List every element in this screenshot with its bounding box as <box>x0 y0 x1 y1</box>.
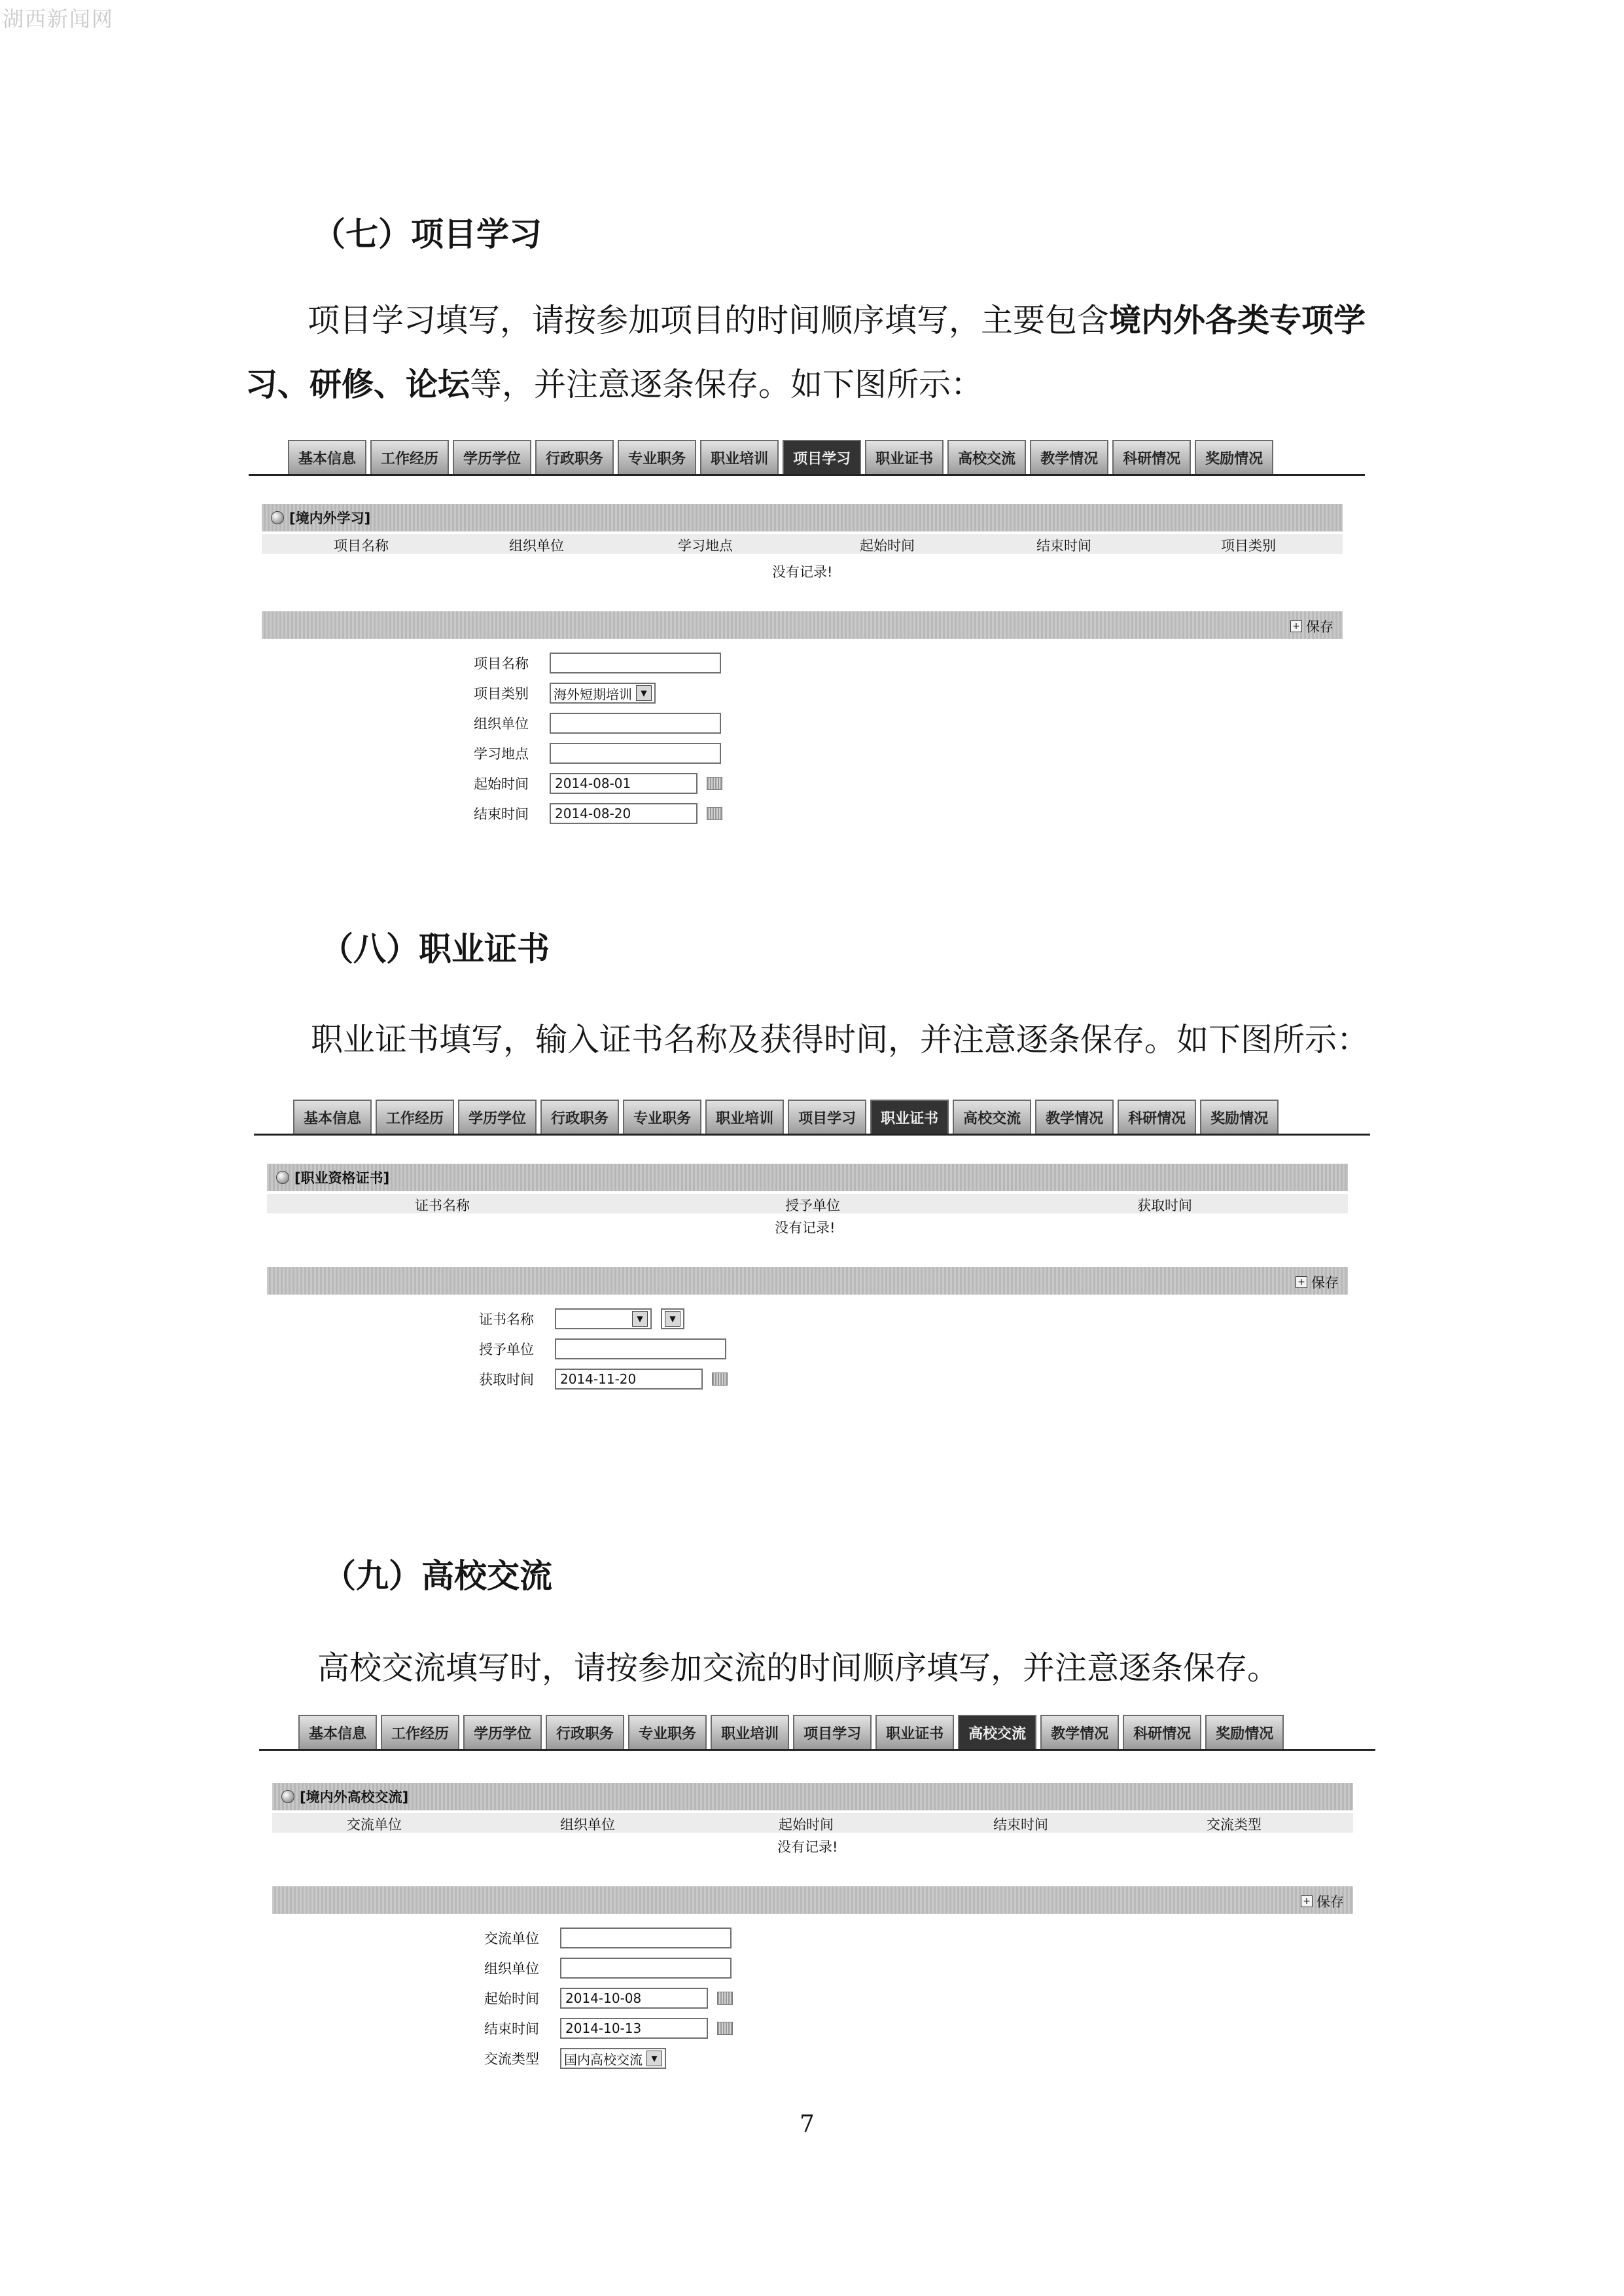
save-label: 保存 <box>1306 619 1333 635</box>
collapse-icon[interactable] <box>271 511 284 524</box>
location-input[interactable] <box>550 743 721 764</box>
tab-7[interactable]: 项目学习 <box>783 440 861 474</box>
form-row-location <box>474 741 721 766</box>
tab-6[interactable]: 职业培训 <box>705 1100 784 1134</box>
no-record-text: 没有记录! <box>775 1220 836 1236</box>
dropdown-arrow-icon[interactable]: ▼ <box>665 1311 680 1327</box>
certificate-screenshot <box>254 1100 1370 1407</box>
tab-1[interactable]: 基本信息 <box>298 1715 377 1749</box>
field-label: 项目类别 <box>474 686 529 702</box>
tab-bar <box>288 440 1273 474</box>
save-icon: + <box>1296 1276 1307 1288</box>
form-row-start-date <box>474 771 722 796</box>
section-9-paragraph: 高校交流填写时，请按参加交流的时间顺序填写，并注意逐条保存。 <box>317 1649 1280 1687</box>
tab-1[interactable]: 基本信息 <box>288 440 366 474</box>
collapse-icon[interactable] <box>276 1171 289 1184</box>
section-title-bar <box>272 1783 1353 1810</box>
save-icon: + <box>1290 620 1302 632</box>
tab-6[interactable]: 职业培训 <box>711 1715 789 1749</box>
section-7-emphasis: 境内外各类专项学 <box>1109 301 1366 339</box>
field-label: 起始时间 <box>484 1991 539 2007</box>
certificate-name-select[interactable] <box>661 1308 684 1329</box>
organizer-input[interactable] <box>550 713 721 734</box>
save-label: 保存 <box>1311 1275 1339 1291</box>
column-header: 交流单位 <box>347 1817 402 1833</box>
column-header: 组织单位 <box>509 538 564 554</box>
tab-2[interactable]: 工作经历 <box>381 1715 459 1749</box>
field-label: 项目名称 <box>474 656 529 672</box>
form-row-exchange-type <box>484 2046 666 2071</box>
tab-4[interactable]: 行政职务 <box>546 1715 624 1749</box>
column-header: 学习地点 <box>678 538 733 554</box>
section-title: [境内外学习] <box>289 511 371 526</box>
tab-7[interactable]: 项目学习 <box>793 1715 872 1749</box>
tab-10[interactable]: 教学情况 <box>1035 1100 1114 1134</box>
obtained-date-input[interactable]: 2014-11-20 <box>555 1369 703 1390</box>
tab-underline <box>254 1134 1370 1136</box>
tab-3[interactable]: 学历学位 <box>463 1715 542 1749</box>
section-title-bar <box>267 1164 1348 1191</box>
section-title-bar <box>262 504 1343 531</box>
tab-5[interactable]: 专业职务 <box>623 1100 701 1134</box>
section-7-heading: （七）项目学习 <box>313 215 542 253</box>
tab-7[interactable]: 项目学习 <box>788 1100 866 1134</box>
tab-9[interactable]: 高校交流 <box>958 1715 1036 1749</box>
selected-value: 海外短期培训 <box>554 686 632 702</box>
tab-9[interactable]: 高校交流 <box>953 1100 1031 1134</box>
column-header: 结束时间 <box>1036 538 1091 554</box>
tab-bar <box>293 1100 1279 1134</box>
section-7-text-2: 等，并注意逐条保存。如下图所示： <box>470 366 983 403</box>
tab-10[interactable]: 教学情况 <box>1030 440 1108 474</box>
column-header: 结束时间 <box>993 1817 1048 1833</box>
column-header: 起始时间 <box>779 1817 834 1833</box>
tab-bar <box>298 1715 1284 1749</box>
tab-2[interactable]: 工作经历 <box>376 1100 454 1134</box>
watermark: 湖西新闻网 <box>3 7 115 31</box>
column-header: 起始时间 <box>860 538 915 554</box>
field-label: 交流单位 <box>484 1931 539 1946</box>
exchange-unit-input[interactable] <box>560 1928 732 1948</box>
calendar-icon[interactable] <box>707 807 722 820</box>
section-title: [职业资格证书] <box>294 1170 390 1186</box>
end-date-input[interactable]: 2014-10-13 <box>560 2018 708 2039</box>
section-7-paragraph-line-1 <box>308 288 1366 353</box>
form-row-issuer <box>479 1336 726 1361</box>
field-label: 组织单位 <box>484 1961 539 1977</box>
form-row-organizer <box>474 711 721 736</box>
save-icon: + <box>1301 1895 1313 1907</box>
certificate-category-select[interactable] <box>555 1308 652 1329</box>
column-header-row <box>272 1813 1353 1833</box>
tab-11[interactable]: 科研情况 <box>1112 440 1191 474</box>
column-header: 交流类型 <box>1207 1817 1262 1833</box>
organizer-input[interactable] <box>560 1958 732 1979</box>
tab-9[interactable]: 高校交流 <box>947 440 1026 474</box>
university-exchange-screenshot <box>259 1715 1375 2081</box>
dropdown-arrow-icon[interactable]: ▼ <box>636 685 652 701</box>
no-record-text: 没有记录! <box>772 564 833 580</box>
field-label: 结束时间 <box>474 806 529 822</box>
project-name-input[interactable] <box>550 653 721 673</box>
section-8-paragraph: 职业证书填写，输入证书名称及获得时间，并注意逐条保存。如下图所示： <box>311 1021 1369 1058</box>
section-7-paragraph-line-2 <box>245 352 983 417</box>
form-row-certificate-name <box>479 1306 684 1331</box>
column-header: 项目类别 <box>1221 538 1276 554</box>
tab-12[interactable]: 奖励情况 <box>1200 1100 1279 1134</box>
form-row-organizer <box>484 1956 732 1981</box>
tab-11[interactable]: 科研情况 <box>1118 1100 1196 1134</box>
column-header: 授予单位 <box>785 1198 840 1213</box>
column-header: 获取时间 <box>1137 1198 1192 1213</box>
start-date-input[interactable]: 2014-10-08 <box>560 1988 708 2009</box>
form-row-end-date <box>484 2016 733 2041</box>
tab-6[interactable]: 职业培训 <box>700 440 779 474</box>
column-header: 组织单位 <box>560 1817 615 1833</box>
calendar-icon[interactable] <box>717 2022 733 2035</box>
form-row-project-name <box>474 651 721 675</box>
calendar-icon[interactable] <box>712 1372 728 1386</box>
tab-underline <box>259 1749 1375 1751</box>
tab-12[interactable]: 奖励情况 <box>1205 1715 1284 1749</box>
field-label: 授予单位 <box>479 1342 534 1357</box>
tab-4[interactable]: 行政职务 <box>535 440 614 474</box>
field-label: 获取时间 <box>479 1372 534 1388</box>
column-header-row <box>262 534 1343 554</box>
save-button[interactable] <box>1301 1892 1344 1911</box>
project-study-screenshot <box>249 440 1365 839</box>
field-label: 交流类型 <box>484 2051 539 2067</box>
calendar-icon[interactable] <box>717 1992 733 2005</box>
save-bar <box>272 1886 1353 1914</box>
form-row-end-date <box>474 801 722 826</box>
project-type-select[interactable] <box>550 683 656 704</box>
tab-underline <box>249 474 1365 476</box>
tab-10[interactable]: 教学情况 <box>1040 1715 1119 1749</box>
field-label: 学习地点 <box>474 746 529 762</box>
tab-4[interactable]: 行政职务 <box>540 1100 619 1134</box>
collapse-icon[interactable] <box>281 1790 294 1803</box>
column-header-row <box>267 1194 1348 1213</box>
exchange-type-select[interactable] <box>560 2048 666 2069</box>
tab-1[interactable]: 基本信息 <box>293 1100 372 1134</box>
issuer-input[interactable] <box>555 1338 726 1359</box>
field-label: 起始时间 <box>474 776 529 792</box>
form-row-exchange-unit <box>484 1926 732 1950</box>
save-button[interactable] <box>1290 617 1333 636</box>
section-title: [境内外高校交流] <box>300 1789 409 1805</box>
save-button[interactable] <box>1296 1272 1339 1292</box>
form-row-obtained-date <box>479 1367 728 1391</box>
section-7-emphasis-2: 习、研修、论坛 <box>245 365 470 403</box>
tab-11[interactable]: 科研情况 <box>1123 1715 1201 1749</box>
start-date-input[interactable]: 2014-08-01 <box>550 773 697 794</box>
tab-5[interactable]: 专业职务 <box>618 440 696 474</box>
selected-value: 国内高校交流 <box>564 2051 643 2068</box>
column-header: 证书名称 <box>415 1198 470 1213</box>
tab-8[interactable]: 职业证书 <box>870 1100 949 1134</box>
tab-2[interactable]: 工作经历 <box>370 440 449 474</box>
dropdown-arrow-icon[interactable]: ▼ <box>646 2051 662 2066</box>
tab-8[interactable]: 职业证书 <box>875 1715 954 1749</box>
section-8-heading: （八）职业证书 <box>321 929 550 968</box>
field-label: 组织单位 <box>474 716 529 732</box>
column-header: 项目名称 <box>334 538 389 554</box>
save-bar <box>267 1267 1348 1295</box>
page-number: 7 <box>800 2111 815 2138</box>
tab-8[interactable]: 职业证书 <box>865 440 944 474</box>
tab-5[interactable]: 专业职务 <box>628 1715 707 1749</box>
tab-3[interactable]: 学历学位 <box>458 1100 537 1134</box>
form-row-project-type <box>474 681 656 706</box>
end-date-input[interactable]: 2014-08-20 <box>550 803 697 824</box>
form-row-start-date <box>484 1986 733 2011</box>
section-7-text: 项目学习填写，请按参加项目的时间顺序填写，主要包含 <box>308 302 1110 339</box>
save-bar <box>262 611 1343 639</box>
section-9-heading: （九）高校交流 <box>323 1556 552 1595</box>
calendar-icon[interactable] <box>707 777 722 790</box>
field-label: 结束时间 <box>484 2021 539 2037</box>
field-label: 证书名称 <box>479 1312 534 1327</box>
no-record-text: 没有记录! <box>777 1839 838 1855</box>
tab-12[interactable]: 奖励情况 <box>1195 440 1273 474</box>
save-label: 保存 <box>1316 1894 1344 1910</box>
tab-3[interactable]: 学历学位 <box>453 440 531 474</box>
dropdown-arrow-icon[interactable]: ▼ <box>632 1311 648 1327</box>
